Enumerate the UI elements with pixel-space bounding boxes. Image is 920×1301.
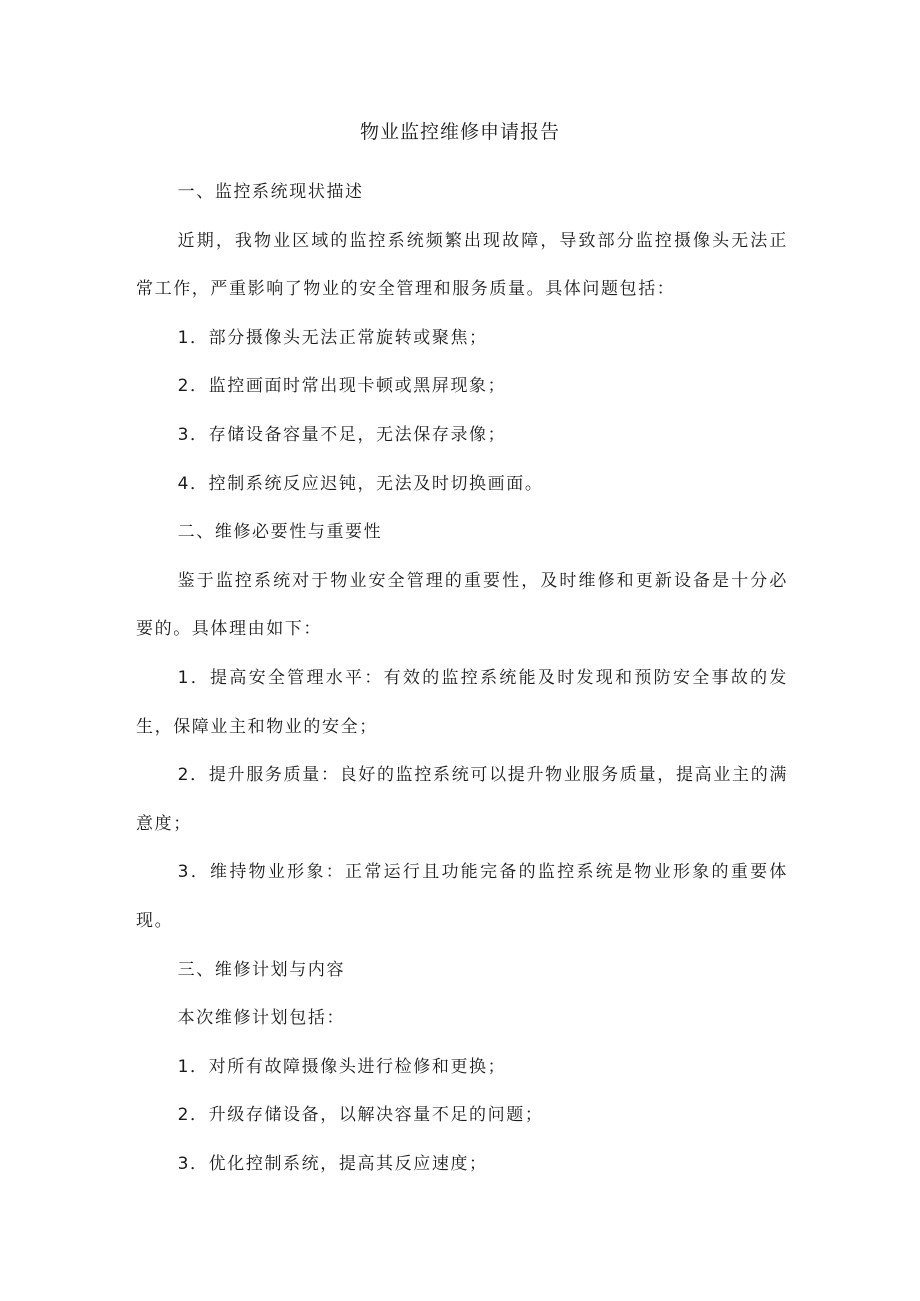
list-item: 3．优化控制系统，提高其反应速度； (177, 1153, 488, 1174)
list-item: 2．监控画面时常出现卡顿或黑屏现象； (177, 376, 507, 397)
list-item: 3．维持物业形象：正常运行且功能完备的监控系统是物业形象的重要体现。 (136, 862, 788, 931)
section-heading-2: 二、维修必要性与重要性 (177, 522, 383, 543)
section-heading-1: 一、监控系统现状描述 (177, 182, 364, 202)
paragraph-status-intro: 近期，我物业区域的监控系统频繁出现故障，导致部分监控摄像头无法正常工作，严重影响了物业的安全管理和服务质量。具体问题包括： (136, 230, 788, 300)
paragraph-plan-intro: 本次维修计划包括： (177, 1008, 346, 1029)
document-title: 物业监控维修申请报告 (359, 121, 560, 143)
list-item: 1．提高安全管理水平：有效的监控系统能及时发现和预防安全事故的发生，保障业主和物业的安全； (136, 667, 788, 737)
list-item: 1．部分摄像头无法正常旋转或聚焦； (177, 327, 488, 348)
list-item: 2．提升服务质量：良好的监控系统可以提升物业服务质量，提高业主的满意度； (136, 765, 788, 834)
document-body (136, 168, 788, 1188)
section-heading-3: 三、维修计划与内容 (177, 959, 346, 980)
list-item: 2．升级存储设备，以解决容量不足的问题； (177, 1105, 544, 1126)
list-item: 4．控制系统反应迟钝，无法及时切换画面。 (177, 473, 544, 494)
paragraph-necessity-intro: 鉴于监控系统对于物业安全管理的重要性，及时维修和更新设备是十分必要的。具体理由如下： (136, 570, 788, 640)
list-item: 1．对所有故障摄像头进行检修和更换； (177, 1056, 507, 1077)
list-item: 3．存储设备容量不足，无法保存录像； (177, 424, 507, 445)
